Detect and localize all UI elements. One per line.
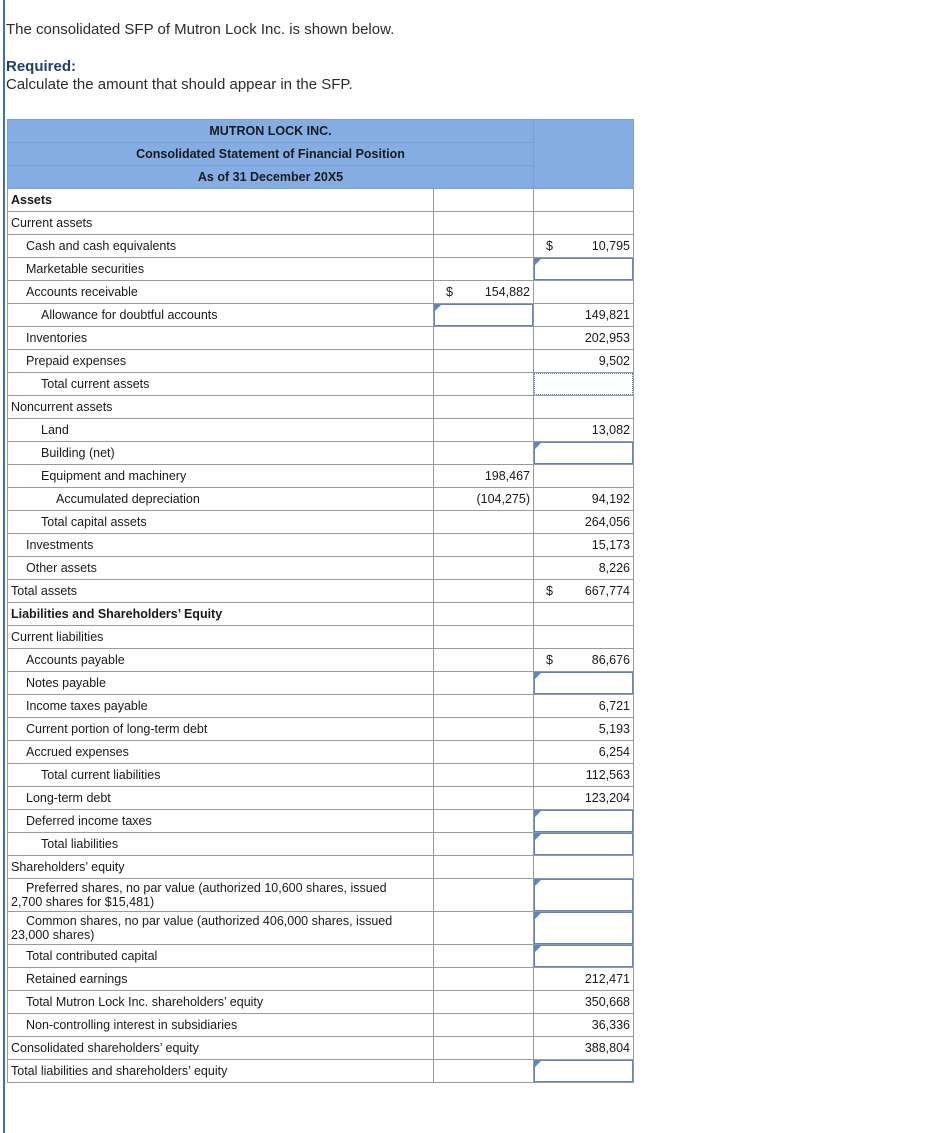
- amount-value: 8,226: [598, 561, 630, 575]
- intro-text: The consolidated SFP of Mutron Lock Inc. is shown below.: [6, 21, 395, 38]
- sfp-table: [7, 119, 634, 1083]
- table-row: [8, 945, 634, 968]
- amount-value: 13,082: [591, 423, 630, 437]
- table-row: [8, 856, 634, 879]
- amount-value: 350,668: [584, 995, 630, 1009]
- table-row: [8, 764, 634, 787]
- table-row: [8, 1014, 634, 1037]
- row-label: Prepaid expenses: [8, 350, 434, 373]
- currency-sign: $: [546, 653, 553, 667]
- table-row: [8, 718, 634, 741]
- table-row: [8, 258, 634, 281]
- amount-value: 94,192: [591, 492, 630, 506]
- allowance-input[interactable]: [434, 304, 533, 326]
- table-row: [8, 1060, 634, 1083]
- table-row: [8, 212, 634, 235]
- amount-value: 6,721: [598, 699, 630, 713]
- amount-value: 6,254: [598, 745, 630, 759]
- table-row: [8, 833, 634, 856]
- table-row: [8, 189, 634, 212]
- liabilities-heading: Liabilities and Shareholders’ Equity: [8, 603, 434, 626]
- currency-sign: $: [446, 285, 453, 299]
- row-label: Building (net): [8, 442, 434, 465]
- common-line-1: Common shares, no par value (authorized 406,000 shares, issued: [26, 914, 393, 928]
- required-text: Calculate the amount that should appear in the SFP.: [6, 76, 353, 93]
- notes-payable-input[interactable]: [534, 672, 633, 694]
- row-label: [8, 879, 434, 912]
- table-row: [8, 741, 634, 764]
- table-row: [8, 488, 634, 511]
- table-row: [8, 787, 634, 810]
- row-label: Current portion of long-term debt: [8, 718, 434, 741]
- table-row: [8, 511, 634, 534]
- amount-value: (104,275): [476, 492, 530, 506]
- row-label: Inventories: [8, 327, 434, 350]
- row-label: Retained earnings: [8, 968, 434, 991]
- amount-value: 36,336: [591, 1018, 630, 1032]
- amount-value: 86,676: [591, 653, 630, 667]
- table-row: [8, 580, 634, 603]
- row-label: Investments: [8, 534, 434, 557]
- table-row: [8, 912, 634, 945]
- row-label: Allowance for doubtful accounts: [8, 304, 434, 327]
- building-net-input[interactable]: [534, 442, 633, 464]
- company-name: MUTRON LOCK INC.: [8, 120, 534, 143]
- current-liabilities-heading: Current liabilities: [8, 626, 434, 649]
- total-contributed-capital-input[interactable]: [534, 945, 633, 967]
- amount-value: 123,204: [584, 791, 630, 805]
- preferred-shares-input[interactable]: [534, 879, 633, 911]
- assets-heading: Assets: [8, 189, 434, 212]
- currency-sign: $: [546, 584, 553, 598]
- total-liabilities-equity-input[interactable]: [534, 1060, 633, 1082]
- table-row: [8, 1037, 634, 1060]
- table-row: [8, 327, 634, 350]
- table-row: [8, 235, 634, 258]
- header-row: [8, 120, 634, 143]
- amount-value: 5,193: [598, 722, 630, 736]
- table-row: [8, 350, 634, 373]
- row-label: Total capital assets: [8, 511, 434, 534]
- shareholders-equity-heading: Shareholders’ equity: [8, 856, 434, 879]
- statement-title: Consolidated Statement of Financial Position: [8, 143, 534, 166]
- row-label: Deferred income taxes: [8, 810, 434, 833]
- amount-value: 154,882: [484, 285, 530, 299]
- row-label: Total current assets: [8, 373, 434, 396]
- row-label: Accrued expenses: [8, 741, 434, 764]
- amount-value: 667,774: [584, 584, 630, 598]
- noncurrent-assets-heading: Noncurrent assets: [8, 396, 434, 419]
- table-row: [8, 534, 634, 557]
- table-row: [8, 442, 634, 465]
- table-row: [8, 649, 634, 672]
- amount-value: 10,795: [591, 239, 630, 253]
- marketable-securities-input[interactable]: [534, 258, 633, 280]
- row-label: Land: [8, 419, 434, 442]
- table-row: [8, 879, 634, 912]
- row-label: Total contributed capital: [8, 945, 434, 968]
- row-label: [8, 912, 434, 945]
- amount-value: 112,563: [585, 768, 630, 782]
- amount-value: 212,471: [584, 972, 630, 986]
- row-label: Cash and cash equivalents: [8, 235, 434, 258]
- table-row: [8, 373, 634, 396]
- currency-sign: $: [546, 239, 553, 253]
- amount-value: 264,056: [584, 515, 630, 529]
- statement-date: As of 31 December 20X5: [8, 166, 534, 189]
- table-row: [8, 991, 634, 1014]
- row-label: Long-term debt: [8, 787, 434, 810]
- amount-value: 15,173: [591, 538, 630, 552]
- row-label: Other assets: [8, 557, 434, 580]
- preferred-line-1: Preferred shares, no par value (authorized 10,600 shares, issued: [26, 881, 387, 895]
- table-row: [8, 557, 634, 580]
- table-row: [8, 810, 634, 833]
- row-label: Total assets: [8, 580, 434, 603]
- left-border-rule: [3, 0, 5, 1133]
- row-label: Equipment and machinery: [8, 465, 434, 488]
- row-label: Total current liabilities: [8, 764, 434, 787]
- amount-value: 198,467: [484, 469, 530, 483]
- amount-value: 388,804: [584, 1041, 630, 1055]
- row-label: Accounts payable: [8, 649, 434, 672]
- row-label: Total liabilities: [8, 833, 434, 856]
- row-label: Income taxes payable: [8, 695, 434, 718]
- table-row: [8, 695, 634, 718]
- row-label: Notes payable: [8, 672, 434, 695]
- row-label: Accumulated depreciation: [8, 488, 434, 511]
- row-label: Accounts receivable: [8, 281, 434, 304]
- deferred-income-taxes-input[interactable]: [534, 810, 633, 832]
- current-assets-heading: Current assets: [8, 212, 434, 235]
- amount-value: 9,502: [598, 354, 630, 368]
- row-label: Total liabilities and shareholders’ equity: [8, 1060, 434, 1083]
- row-label: Non-controlling interest in subsidiaries: [8, 1014, 434, 1037]
- header-blank: [534, 120, 634, 189]
- row-label: Consolidated shareholders’ equity: [8, 1037, 434, 1060]
- amount-value: 149,821: [584, 308, 630, 322]
- table-row: [8, 396, 634, 419]
- common-line-2: 23,000 shares): [11, 928, 95, 942]
- table-row: [8, 419, 634, 442]
- table-row: [8, 603, 634, 626]
- table-row: [8, 304, 634, 327]
- amount-value: 202,953: [584, 331, 630, 345]
- table-row: [8, 968, 634, 991]
- table-row: [8, 626, 634, 649]
- table-row: [8, 281, 634, 304]
- required-heading: Required:: [6, 58, 77, 75]
- table-row: [8, 465, 634, 488]
- row-label: Total Mutron Lock Inc. shareholders’ equity: [8, 991, 434, 1014]
- total-current-assets-input[interactable]: [534, 373, 633, 395]
- table-row: [8, 672, 634, 695]
- row-label: Marketable securities: [8, 258, 434, 281]
- total-liabilities-input[interactable]: [534, 833, 633, 855]
- common-shares-input[interactable]: [534, 912, 633, 944]
- preferred-line-2: 2,700 shares for $15,481): [11, 895, 155, 909]
